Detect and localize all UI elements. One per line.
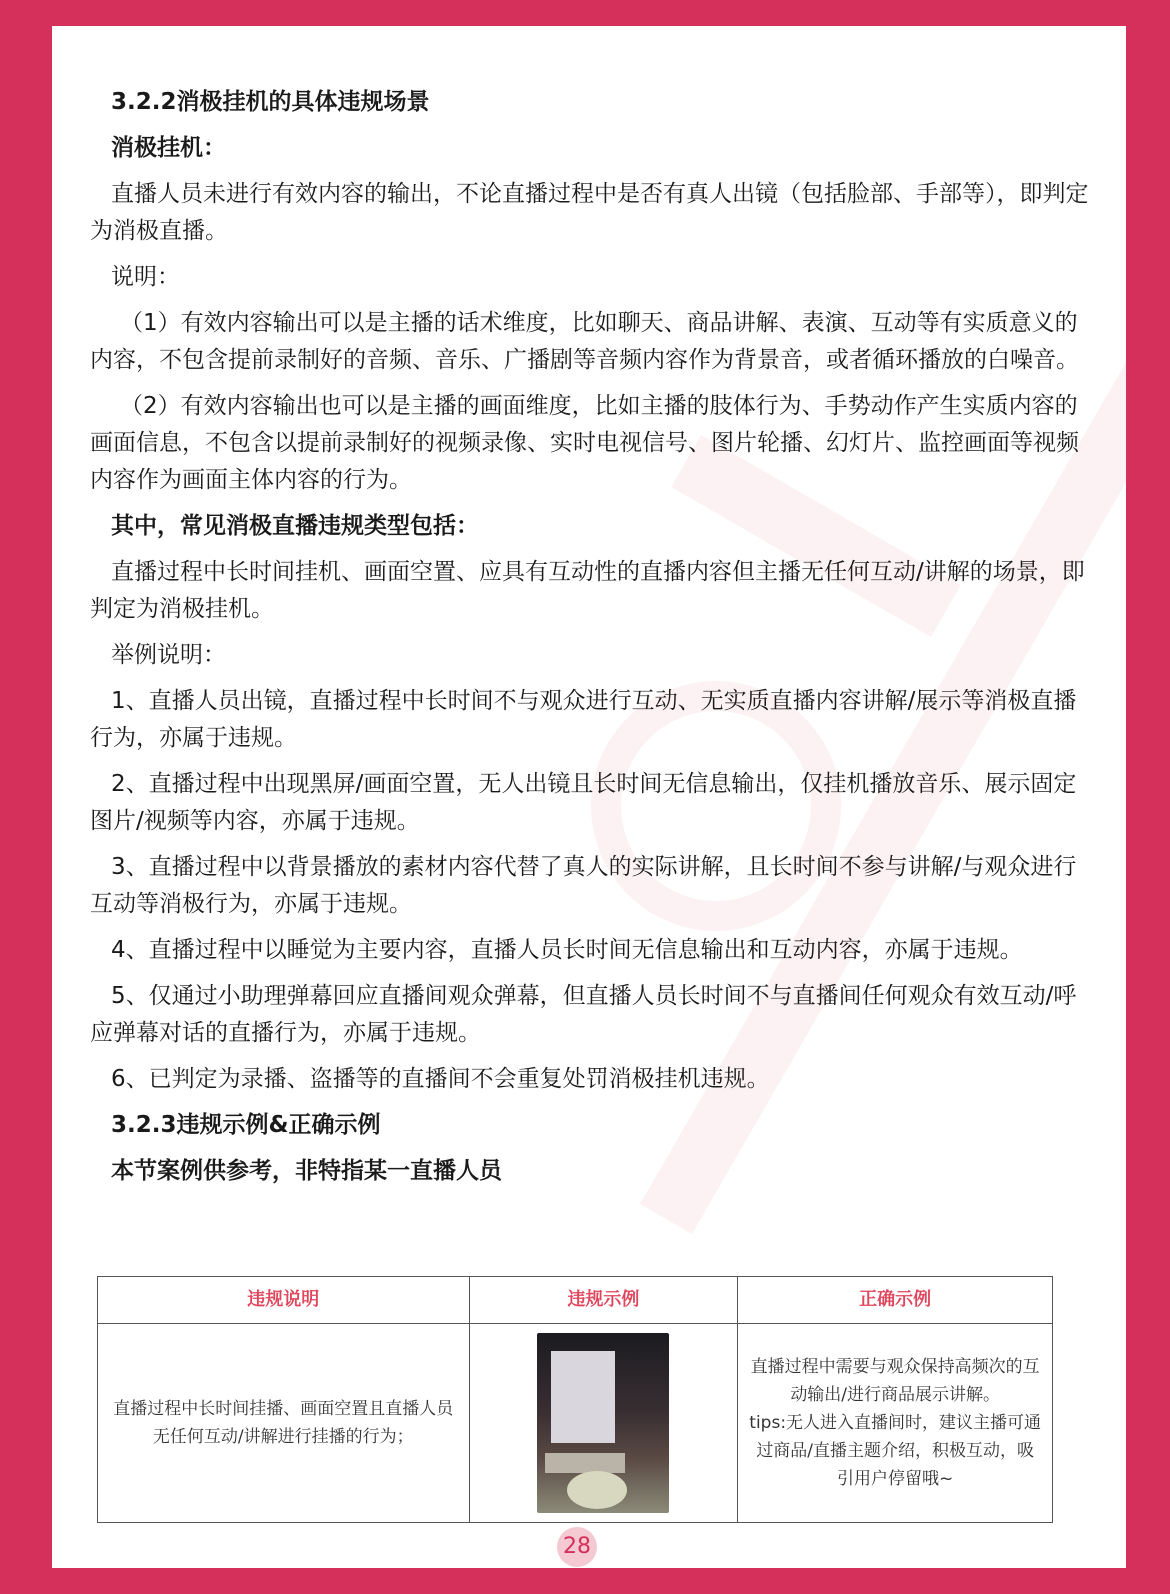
section-heading-322: 3.2.2消极挂机的具体违规场景 [111, 89, 430, 115]
page-number-badge: 28 [557, 1527, 597, 1567]
correct-example-tips: tips:无人进入直播间时，建议主播可通过商品/直播主题介绍，积极互动，吸引用户停留哦~ [749, 1413, 1042, 1489]
section-heading-323: 3.2.3违规示例&正确示例 [111, 1112, 381, 1138]
sub-heading-negative-idle: 消极挂机： [111, 135, 226, 161]
section-323-note: 本节案例供参考，非特指某一直播人员 [111, 1158, 502, 1184]
example-item-4: 4、直播过程中以睡觉为主要内容，直播人员长时间无信息输出和互动内容，亦属于违规。 [111, 937, 1023, 963]
document-page [52, 26, 1126, 1568]
violation-example-photo [537, 1333, 669, 1513]
example-item-5: 5、仅通过小助理弹幕回应直播间观众弹幕，但直播人员长时间不与直播间任何观众有效互动/呼应弹幕对话的直播行为，亦属于违规。 [90, 983, 1077, 1046]
common-types-paragraph: 直播过程中长时间挂机、画面空置、应具有互动性的直播内容但主播无任何互动/讲解的场景，即判定为消极挂机。 [90, 559, 1085, 622]
header-violation-desc: 违规说明 [98, 1277, 470, 1324]
common-types-heading: 其中，常见消极直播违规类型包括： [111, 513, 479, 539]
correct-example-cell [738, 1324, 1053, 1523]
violation-example-cell [469, 1324, 738, 1523]
header-correct-example: 正确示例 [738, 1277, 1053, 1324]
violation-desc-cell: 直播过程中长时间挂播、画面空置且直播人员无任何互动/讲解进行挂播的行为； [98, 1324, 470, 1523]
case-table [97, 1276, 1053, 1523]
example-item-2: 2、直播过程中出现黑屏/画面空置，无人出镜且长时间无信息输出，仅挂机播放音乐、展示固定图片/视频等内容，亦属于违规。 [90, 771, 1077, 834]
control-panel-shape [545, 1453, 625, 1473]
cup-shape [567, 1471, 627, 1509]
note-2-paragraph: （2）有效内容输出也可以是主播的画面维度，比如主播的肢体行为、手势动作产生实质内容的画面信息，不包含以提前录制好的视频录像、实时电视信号、图片轮播、幻灯片、监控画面等视频内容作为画面主体内容的行为。 [90, 393, 1079, 493]
example-item-6: 6、已判定为录播、盗播等的直播间不会重复处罚消极挂机违规。 [111, 1066, 770, 1092]
table-row [98, 1324, 1053, 1523]
definition-paragraph: 直播人员未进行有效内容的输出，不论直播过程中是否有真人出镜（包括脸部、手部等），即判定为消极直播。 [90, 181, 1089, 244]
note-1-paragraph: （1）有效内容输出可以是主播的话术维度，比如聊天、商品讲解、表演、互动等有实质意义的内容，不包含提前录制好的音频、音乐、广播剧等音频内容作为背景音，或者循环播放的白噪音。 [90, 310, 1079, 373]
correct-example-line-1: 直播过程中需要与观众保持高频次的互动输出/进行商品展示讲解。 [750, 1357, 1040, 1405]
explain-label: 说明： [111, 264, 180, 290]
document-content [90, 84, 1090, 1199]
example-item-3: 3、直播过程中以背景播放的素材内容代替了真人的实际讲解，且长时间不参与讲解/与观众进行互动等消极行为，亦属于违规。 [90, 854, 1077, 917]
example-item-1: 1、直播人员出镜，直播过程中长时间不与观众进行互动、无实质直播内容讲解/展示等消极直播行为，亦属于违规。 [90, 688, 1077, 751]
examples-label: 举例说明： [111, 642, 226, 668]
header-violation-example: 违规示例 [469, 1277, 738, 1324]
car-screen-shape [551, 1351, 615, 1443]
table-header-row [98, 1277, 1053, 1324]
